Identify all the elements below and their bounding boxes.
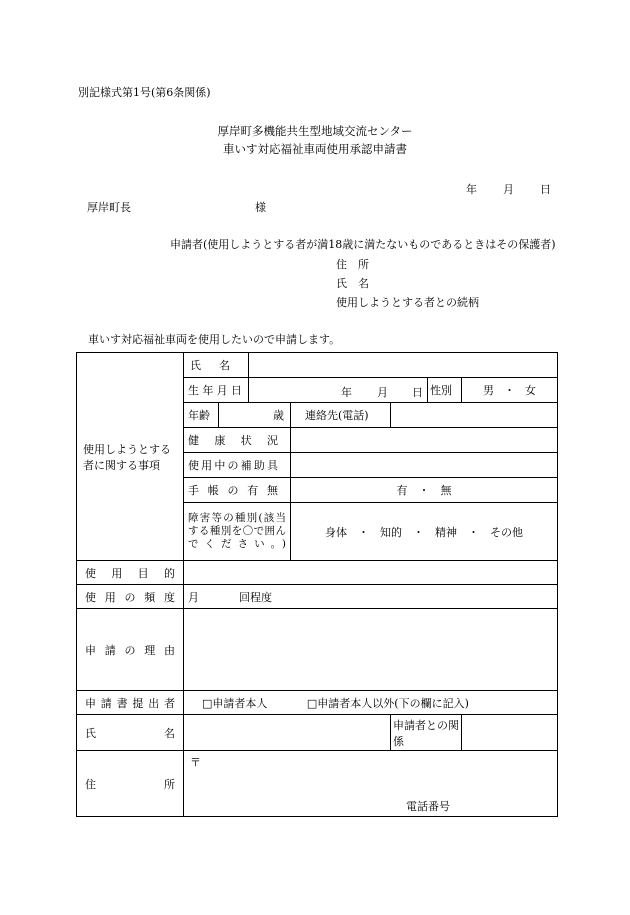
form-title-line1: 厚岸町多機能共生型地域交流センター <box>217 124 413 138</box>
submitter-label-cell: 申請書提出者 <box>77 691 184 715</box>
subject-group-label: 使用しようとする 者に関する事項 <box>77 353 184 561</box>
sub-name-value-cell[interactable] <box>184 715 391 751</box>
intro-text: 車いす対応福祉車両を使用したいので申請します。 <box>88 333 341 346</box>
sub-name-label-cell: 氏名 <box>77 715 184 751</box>
sub-address-value-cell[interactable] <box>184 751 558 817</box>
health-label-cell: 健康状況 <box>184 428 291 453</box>
row-frequency <box>77 585 558 609</box>
birth-value-cell[interactable]: 年 月 日 <box>249 378 428 403</box>
phone-label: 電話番号 <box>406 800 450 813</box>
disability-options-cell[interactable]: 身体 ・ 知的 ・ 精神 ・ その他 <box>291 503 558 561</box>
aid-value-cell[interactable] <box>291 453 558 478</box>
name-label-cell: 氏名 <box>184 353 249 378</box>
date-month-label: 月 <box>503 183 514 196</box>
disability-label-cell: 障害等の種別(該当する種別を〇で囲んでください。) <box>184 503 291 561</box>
purpose-value-cell[interactable] <box>184 561 558 585</box>
sub-relation-label-cell: 申請者との関係 <box>391 715 462 751</box>
gender-label-cell: 性別 <box>428 378 462 403</box>
submitter-other-checkbox[interactable]: □申請者本人以外(下の欄に記入) <box>306 696 469 710</box>
sub-address-label-cell: 住所 <box>77 751 184 817</box>
aid-label-cell: 使用中の補助具 <box>184 453 291 478</box>
applicant-heading: 申請者(使用しようとする者が満18歳に満たないものであるときはその保護者) <box>170 238 556 251</box>
contact-label-cell: 連絡先(電話) <box>291 403 391 428</box>
birth-label-cell: 生年月日 <box>184 378 249 403</box>
row-reason <box>77 609 558 691</box>
gender-options-cell[interactable]: 男 ・ 女 <box>462 378 558 403</box>
age-value-cell[interactable]: 歳 <box>219 403 291 428</box>
form-number: 別記様式第1号(第6条関係) <box>78 86 211 99</box>
row-submitter-address <box>77 751 558 817</box>
applicant-address-label: 住 所 <box>336 258 369 271</box>
row-submitter-name <box>77 715 558 751</box>
sub-relation-value-cell[interactable] <box>462 715 558 751</box>
reason-label-cell: 申請の理由 <box>77 609 184 691</box>
purpose-label-cell: 使用目的 <box>77 561 184 585</box>
application-table <box>76 352 558 817</box>
postal-mark: 〒 <box>190 756 201 769</box>
submitter-self-checkbox[interactable]: □申請者本人 <box>202 696 268 710</box>
date-day-label: 日 <box>540 183 551 196</box>
addressee-honorific: 様 <box>255 201 266 214</box>
handbook-label-cell: 手帳の有無 <box>184 478 291 503</box>
handbook-options-cell[interactable]: 有 ・ 無 <box>291 478 558 503</box>
reason-value-cell[interactable] <box>184 609 558 691</box>
contact-value-cell[interactable] <box>391 403 558 428</box>
form-title-line2: 車いす対応福祉車両使用承認申請書 <box>223 142 407 156</box>
applicant-relation-label: 使用しようとする者との続柄 <box>336 296 479 309</box>
frequency-value-cell[interactable]: 月 回程度 <box>184 585 558 609</box>
health-value-cell[interactable] <box>291 428 558 453</box>
applicant-name-label: 氏 名 <box>336 277 369 290</box>
frequency-label-cell: 使用の頻度 <box>77 585 184 609</box>
submitter-options-cell[interactable] <box>184 691 558 715</box>
row-name <box>77 353 558 378</box>
row-submitter <box>77 691 558 715</box>
name-value-cell[interactable] <box>249 353 558 378</box>
row-purpose <box>77 561 558 585</box>
addressee-name: 厚岸町長 <box>87 201 131 214</box>
date-year-label: 年 <box>466 183 477 196</box>
age-label-cell: 年齢 <box>184 403 219 428</box>
